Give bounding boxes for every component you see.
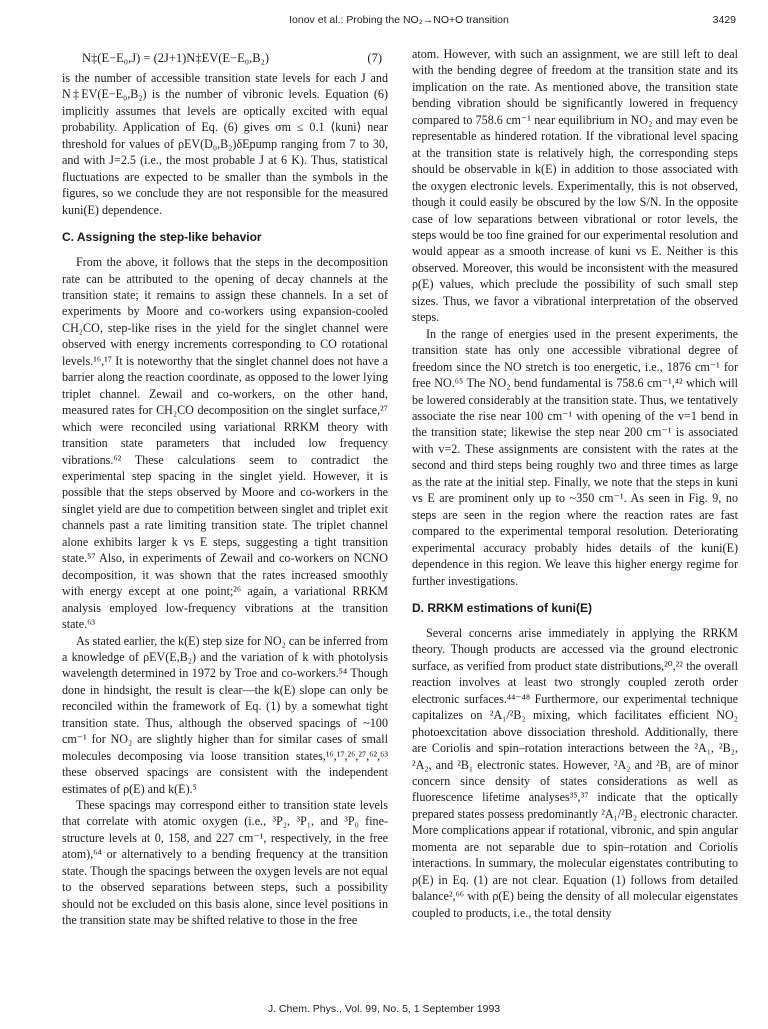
running-title: Ionov et al.: Probing the NO₂→NO+O transition (289, 14, 509, 26)
paragraph: These spacings may correspond either to transition state levels that correlate with atomic oxygen (i.e., ³P₂, ³P₁, and ³P₀ fine-structure levels at 0, 158, and 227 cm⁻¹, respectively, in the free atom),⁶⁴ or alternatively to a bending frequency at the transition state. Though the spacings between the oxygen levels are not equal to the observed separations between steps, such a possibility should not be excluded on this basis alone, since level positions in the transition state may be shifted relative to those in the free (62, 798, 388, 928)
section-heading-d: D. RRKM estimations of kuni(E) (412, 600, 593, 615)
page-number: 3429 (712, 14, 736, 26)
paragraph: As stated earlier, the k(E) step size for NO₂ can be inferred from a knowledge of ρEV(E,B₂) and the variation of k with photolysis wavelength determined in 1972 by Troe and co-workers.⁵⁴ Though done in hindsight, the result is clear—the k(E) slope can only be reconciled within the framework of Eq. (1) by a somewhat tight transition state. Thus, although the observed spacings of ~100 cm⁻¹ for NO₂ are slightly higher than for similar cases of small molecules decomposing via loose transition states,¹⁶,¹⁷,²⁶,²⁷,⁶²,⁶³ these observed spacings are consistent with the independent estimates of ρ(E) and k(E).⁵ (62, 633, 388, 796)
paragraph: atom. However, with such an assignment, we are still left to deal with the bending degree of freedom at the transition state and its implication on the rate. As mentioned above, the transition state bending vibration should be significantly lowered in frequency compared to 758.6 cm⁻¹ near equilibrium in NO₂ and may even be representable as hindered rotation. If the vibrational level spacing at the transition state is relatively high, the corresponding steps should be observable in k(E) in addition to those associated with the oxygen electronic levels. Experimentally, this is not observed, though it could easily be obscured by the low S/N. In the opposite case of low separations between vibrational or rotor levels, the steps would be too fine grained for our experimental resolution and would appear as a smooth increase of kuni vs E. Neither is this observed. Moreover, this would be inconsistent with the measured ρ(E) values, which preclude the possibility of such small step sizes. Thus, we favor a vibrational interpretation of the observed steps. (412, 47, 738, 325)
equation-body: N‡(E−E₀,J) = (2J+1)N‡EV(E−E₀,B₂) (82, 51, 270, 65)
journal-footer: J. Chem. Phys., Vol. 99, No. 5, 1 September 1993 (267, 1003, 501, 1015)
paragraph: From the above, it follows that the steps in the decomposition rate can be attributed to the opening of decay channels at the transition state; it remains to assign these channels. In a set of experiments by Moore and co-workers using expansion-cooled CH₂CO, step-like rises in the yield for the singlet channel were observed with energy increments corresponding to CO rotational levels.¹⁶,¹⁷ It is noteworthy that the singlet channel does not have a barrier along the reaction coordinate, as opposed to the lower lying triplet channel. Zewail and co-workers, on the other hand, measured rates for CH₂CO decomposition on the singlet surface,²⁷ which were reconciled using variational RRKM theory with transition state parameters that included low frequency vibrations.⁶² These calculations seem to contradict the experimental step spacing in the singlet yield. However, it is possible that the steps observed by Moore and co-workers in the singlet yield are due to competition between singlet and triplet exit channels past a rate limiting transition state. The triplet channel alone exhibits larger k vs E steps, suggesting a tight transition state.⁵⁷ Also, in experiments of Zewail and co-workers on NCNO decomposition, it was shown that the rates increased smoothly with energy except at one point;²⁶ again, a variational RRKM analysis employed low-frequency vibrations at the transition state.⁶³ (62, 255, 388, 632)
section-heading-c: C. Assigning the step-like behavior (62, 230, 262, 245)
paragraph: is the number of accessible transition state levels for each J and N‡EV(E−E₀,B₂) is the number of vibronic levels. Equation (6) implicitly assumes that levels are optically excited with equal probability. Application of Eq. (6) gives σm ≤ 0.1 ⟨kuni⟩ near threshold for values of ρEV(D₀,B₂)δEpump ranging from 7 to 30, and with J=2.5 (i.e., the most probable J at 6 K). Thus, statistical fluctuations are expected to be smaller than the symbols in the figures, so we conclude they are not responsible for the measured kuni(E) dependence. (62, 71, 388, 217)
left-column (62, 46, 388, 929)
equation-number: (7) (367, 51, 382, 65)
equation-7 (62, 46, 388, 70)
paragraph: In the range of energies used in the present experiments, the transition state has only one accessible vibrational degree of freedom since the NO stretch is too energetic, i.e., 1876 cm⁻¹ for free NO.⁶⁵ The NO₂ bend fundamental is 758.6 cm⁻¹,⁴² which will be lowered considerably at the transition state. Thus, we tentatively associate the rise near 100 cm⁻¹ with opening of the v=1 bend in the transition state; likewise the step near 200 cm⁻¹ is associated with v=2. These assignments are consistent with the rates at the second and third steps being roughly two and three times as large as the rate at the initial step. Finally, we note that the steps in kuni vs E are prominent only up to ~350 cm⁻¹. As seen in Fig. 9, no steps are seen in the region where the reaction rates are fast compared to the experimental temporal resolution. Deteriorating experimental accuracy probably hides details of the kuni(E) dependence in this region. We leave this higher energy regime for further investigations. (412, 326, 738, 588)
running-header (62, 14, 736, 30)
right-column (412, 46, 738, 921)
paragraph: Several concerns arise immediately in applying the RRKM theory. Though products are accessed via the ground electronic surface, as verified from product state distributions,²⁰,²² the overall reaction involves at least two strongly coupled zeroth order electronic surfaces.⁴⁴⁻⁴⁸ Furthermore, our experimental technique capitalizes on ²A₁/²B₂ mixing, which facilitates efficient NO₂ photoexcitation above dissociation threshold. Additionally, there are Coriolis and spin–rotation interactions between the ²A₁, ²B₂, ²A₂, and ²B₁ electronic states. However, ²A₂ and ²B₁ are of minor concern since density of states considerations as well as fluorescence lifetime analyses³⁵,³⁷ indicate that the optically prepared states possess predominantly ²A₁/²B₂ electronic character. More complications appear if rotational, vibronic, and spin angular momenta are not separable due to spin–rotation and Coriolis interactions. In summary, the molecular eigenstates contributing to ρ(E) in Eq. (1) are not clear. Equation (1) follows from detailed balance²,⁶⁶ with ρ(E) being the density of all molecular eigenstates coupled to products, i.e., the total density (412, 625, 738, 920)
